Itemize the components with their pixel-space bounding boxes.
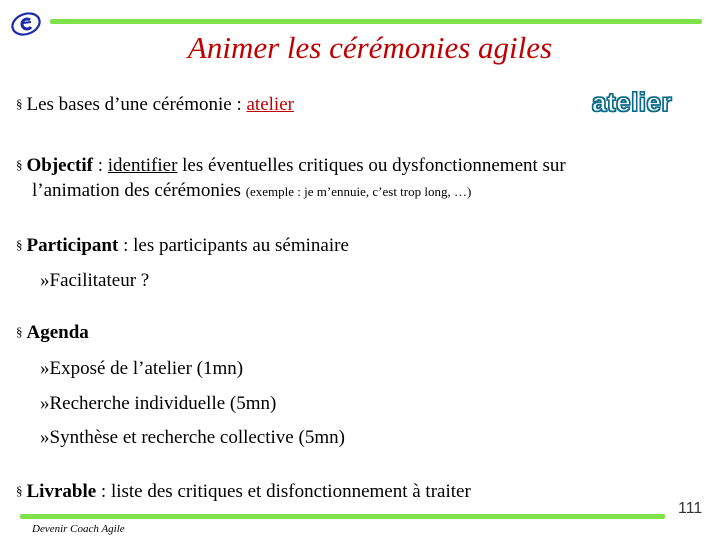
sub-item-agenda: »Exposé de l’atelier (1mn) (40, 358, 244, 379)
bottom-divider (20, 514, 665, 519)
bullet-label: Participant (26, 235, 119, 256)
bullet-example: (exemple : je m’ennuie, c’est trop long, …) (245, 184, 472, 199)
bullet-label: Livrable (26, 481, 97, 502)
bullet-text: Les bases d’une cérémonie : (26, 94, 247, 115)
bullet-label: Agenda (26, 322, 89, 343)
bullet-objectif-line2 (32, 178, 471, 204)
footer-text: Devenir Coach Agile (32, 523, 125, 535)
bullet-text: l’animation des cérémonies (32, 180, 246, 201)
underlined-word: identifier (107, 155, 178, 176)
bullet-separator: : (92, 155, 108, 176)
bullet-marker: § (16, 157, 23, 172)
page-number: 111 (678, 500, 703, 517)
sub-item-agenda: »Synthèse et recherche collective (5mn) (40, 427, 345, 448)
bullet-text: les éventuelles critiques ou dysfonctionnement sur (177, 155, 566, 176)
sub-item-agenda: »Recherche individuelle (5mn) (40, 393, 277, 414)
bullet-text: : les participants au séminaire (118, 235, 349, 256)
sub-item-facilitateur: »Facilitateur ? (40, 270, 150, 291)
bullet-marker: § (16, 96, 23, 111)
top-divider (50, 19, 702, 24)
bullet-label: Objectif (26, 155, 93, 176)
bullet-marker: § (16, 324, 23, 339)
bullet-livrable (16, 479, 471, 505)
bullet-marker: § (16, 483, 23, 498)
bullet-bases (16, 92, 294, 118)
atelier-badge: atelier (592, 87, 673, 117)
bullet-participant (16, 233, 349, 259)
bullet-text: : liste des critiques et disfonctionnement à traiter (96, 481, 471, 502)
bullet-marker: § (16, 237, 23, 252)
atelier-link[interactable]: atelier (246, 94, 294, 115)
bullet-objectif (16, 153, 566, 179)
bullet-agenda (16, 320, 89, 346)
slide-title: Animer les cérémonies agiles (187, 30, 553, 65)
